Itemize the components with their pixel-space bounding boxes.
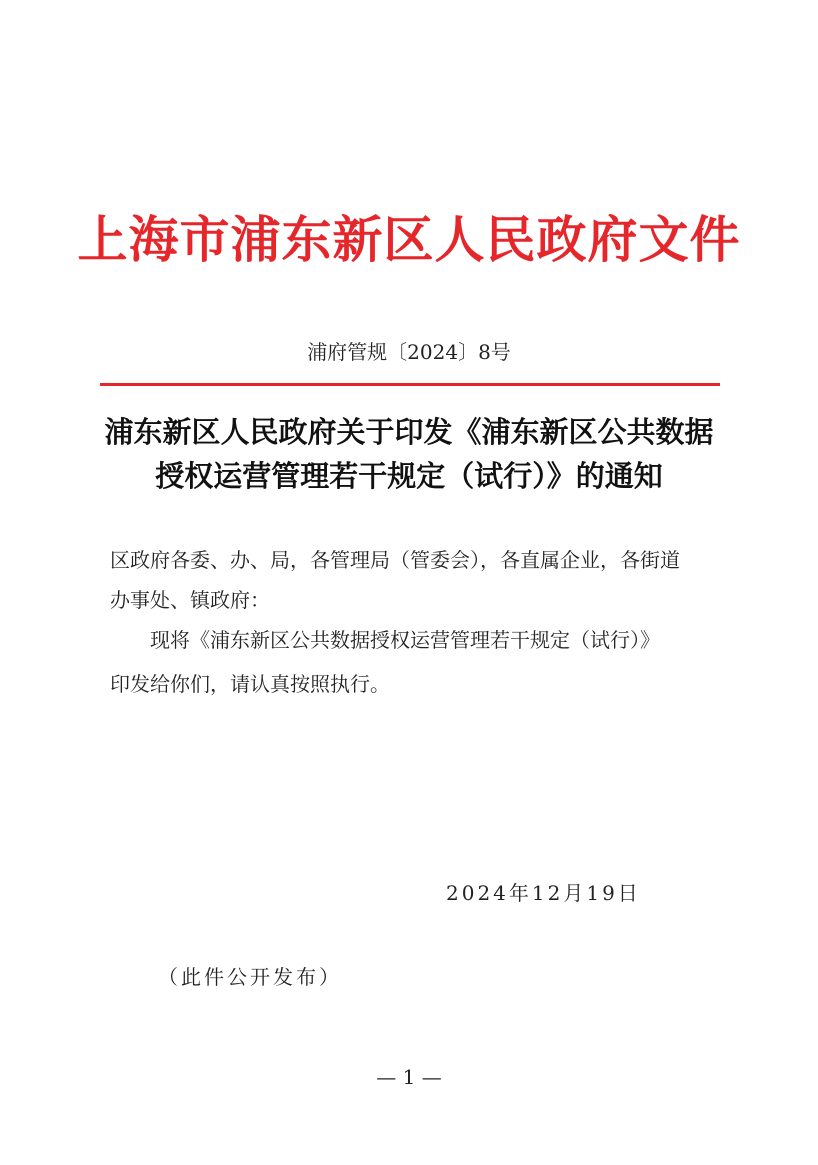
page-number: — 1 —: [376, 1065, 442, 1089]
issue-date: 2024年12月19日: [446, 881, 641, 905]
title-line-2: 授权运营管理若干规定（试行）》的通知: [155, 459, 663, 493]
title-line-1: 浦东新区人民政府关于印发《浦东新区公共数据: [104, 415, 714, 449]
document-number: 浦府管规〔2024〕8号: [307, 340, 511, 364]
recipients-line-1: 区政府各委、办、局，各管理局（管委会），各直属企业，各街道: [110, 548, 680, 572]
body-paragraph-line-1: 现将《浦东新区公共数据授权运营管理若干规定（试行）》: [150, 628, 660, 652]
document-masthead: 上海市浦东新区人民政府文件: [77, 210, 741, 269]
publish-note: （此件公开发布）: [158, 965, 342, 989]
recipients-line-2: 办事处、镇政府：: [110, 588, 270, 612]
body-paragraph-line-2: 印发给你们，请认真按照执行。: [110, 672, 390, 696]
document-title: [90, 410, 728, 498]
red-divider-line: [100, 383, 720, 386]
